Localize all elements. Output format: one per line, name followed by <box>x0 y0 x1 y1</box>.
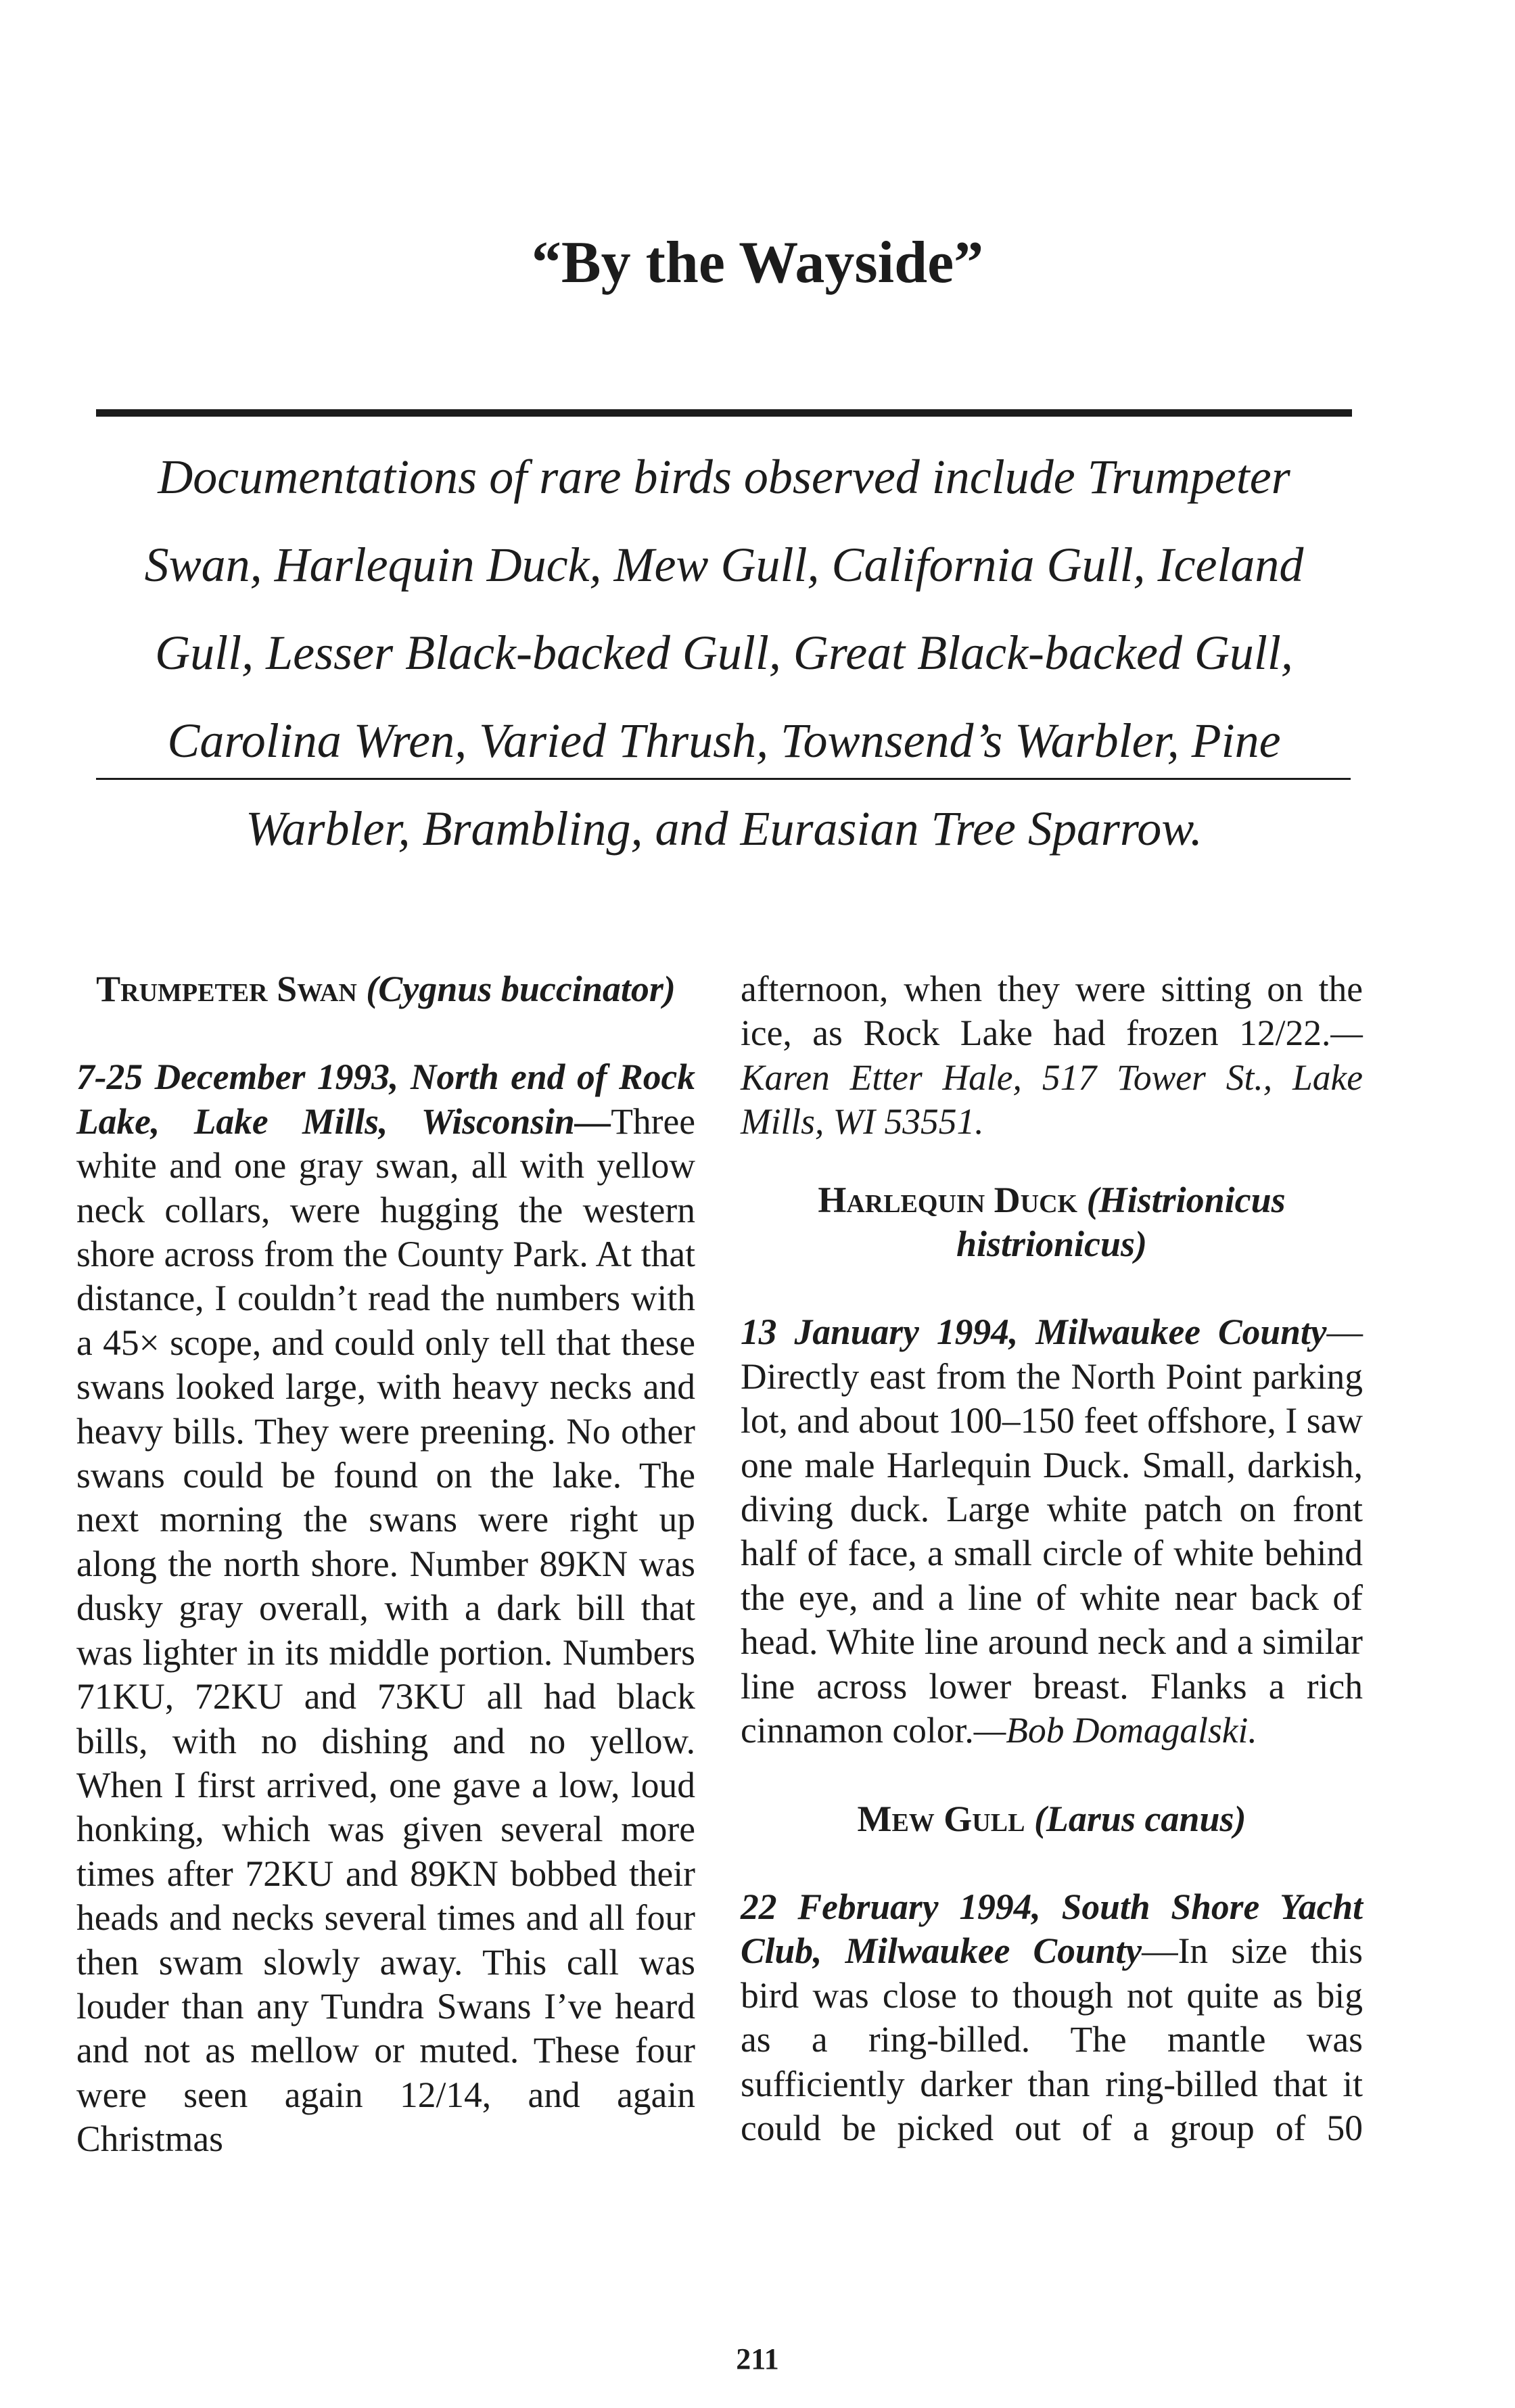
species-heading <box>760 1178 1344 1267</box>
species-heading <box>95 967 676 1011</box>
entry-observer: —Bob Domagalski. <box>973 1710 1257 1751</box>
entry-body: —In size this bird was close to though not quite as big as a ring-billed. The mantle was sufficiently darker than ring-billed that it could be picked out of a group of 50 <box>741 1930 1363 2148</box>
left-column <box>76 967 695 2162</box>
species-name: Harlequin Duck <box>818 1179 1078 1220</box>
entry-body-continued: afternoon, when they were sitting on the ice, as Rock Lake had frozen 12/22. <box>741 969 1363 1054</box>
article-title: “By the Wayside” <box>531 230 984 296</box>
entry-body: Three white and one gray swan, all with yellow neck collars, were hugging the western shore across from the County Park. At that distance, I couldn’t read the numbers with a 45× scope, and could only tell that these swans looked large, with heavy necks and heavy bills. They were preening. No other swans could be found on the lake. The next morning the swans were right up along the north shore. Number 89KN was dusky gray overall, with a dark bill that was lighter in its middle portion. Numbers 71KU, 72KU and 73KU all had black bills, with no dishing and no yellow. When I first arrived, one gave a low, loud honking, which was given several more times after 72KU and 89KN bobbed their heads and necks several times and all four then swam slowly away. This call was louder than any Tundra Swans I’ve heard and not as mellow or muted. These four were seen again 12/14, and again Christmas <box>76 1101 695 2160</box>
entry-location: 13 January 1994, Milwaukee County <box>741 1312 1327 1353</box>
entry-location: 22 February 1994, South Shore Yacht Club, Milwaukee County <box>741 1886 1363 1972</box>
scientific-name: (Larus canus) <box>1033 1798 1246 1839</box>
title-rule <box>96 409 1352 417</box>
entry-text <box>76 1055 695 2161</box>
scientific-name: (Histrionicus histrionicus) <box>956 1179 1286 1265</box>
entry-observer: —Karen Etter Hale, 517 Tower St., Lake Mills, WI 53551. <box>741 1013 1363 1142</box>
scientific-name: (Cygnus buccinator) <box>366 969 676 1009</box>
right-column <box>741 967 1363 2150</box>
page-number: 211 <box>736 2342 779 2376</box>
article-abstract: Documentations of rare birds observed include Trumpeter Swan, Harlequin Duck, Mew Gull, California Gull, Iceland Gull, Lesser Black-backed Gull, Great Black-backed Gull, Carolina Wren, Varied Thrush, Townsend’s Warbler, Pine Warbler, Brambling, and Eurasian Tree Sparrow. <box>144 450 1304 856</box>
entry-text <box>741 1310 1363 1753</box>
species-name: Trumpeter Swan <box>96 969 357 1009</box>
species-name: Mew Gull <box>857 1798 1025 1839</box>
entry-location: 7-25 December 1993, North end of Rock Lake, Lake Mills, Wisconsin— <box>76 1057 695 1142</box>
abstract-rule <box>96 778 1351 780</box>
entry-text <box>741 1885 1363 2150</box>
entry-body: —Directly east from the North Point parking lot, and about 100–150 feet offshore, I saw one male Harlequin Duck. Small, darkish, diving duck. Large white patch on front half of face, a small circle of white behind the eye, and a line of white near back of head. White line around neck and a similar line across lower breast. Flanks a rich cinnamon color. <box>741 1312 1363 1751</box>
entry-continuation <box>741 967 1363 1144</box>
species-heading <box>760 1797 1344 1841</box>
